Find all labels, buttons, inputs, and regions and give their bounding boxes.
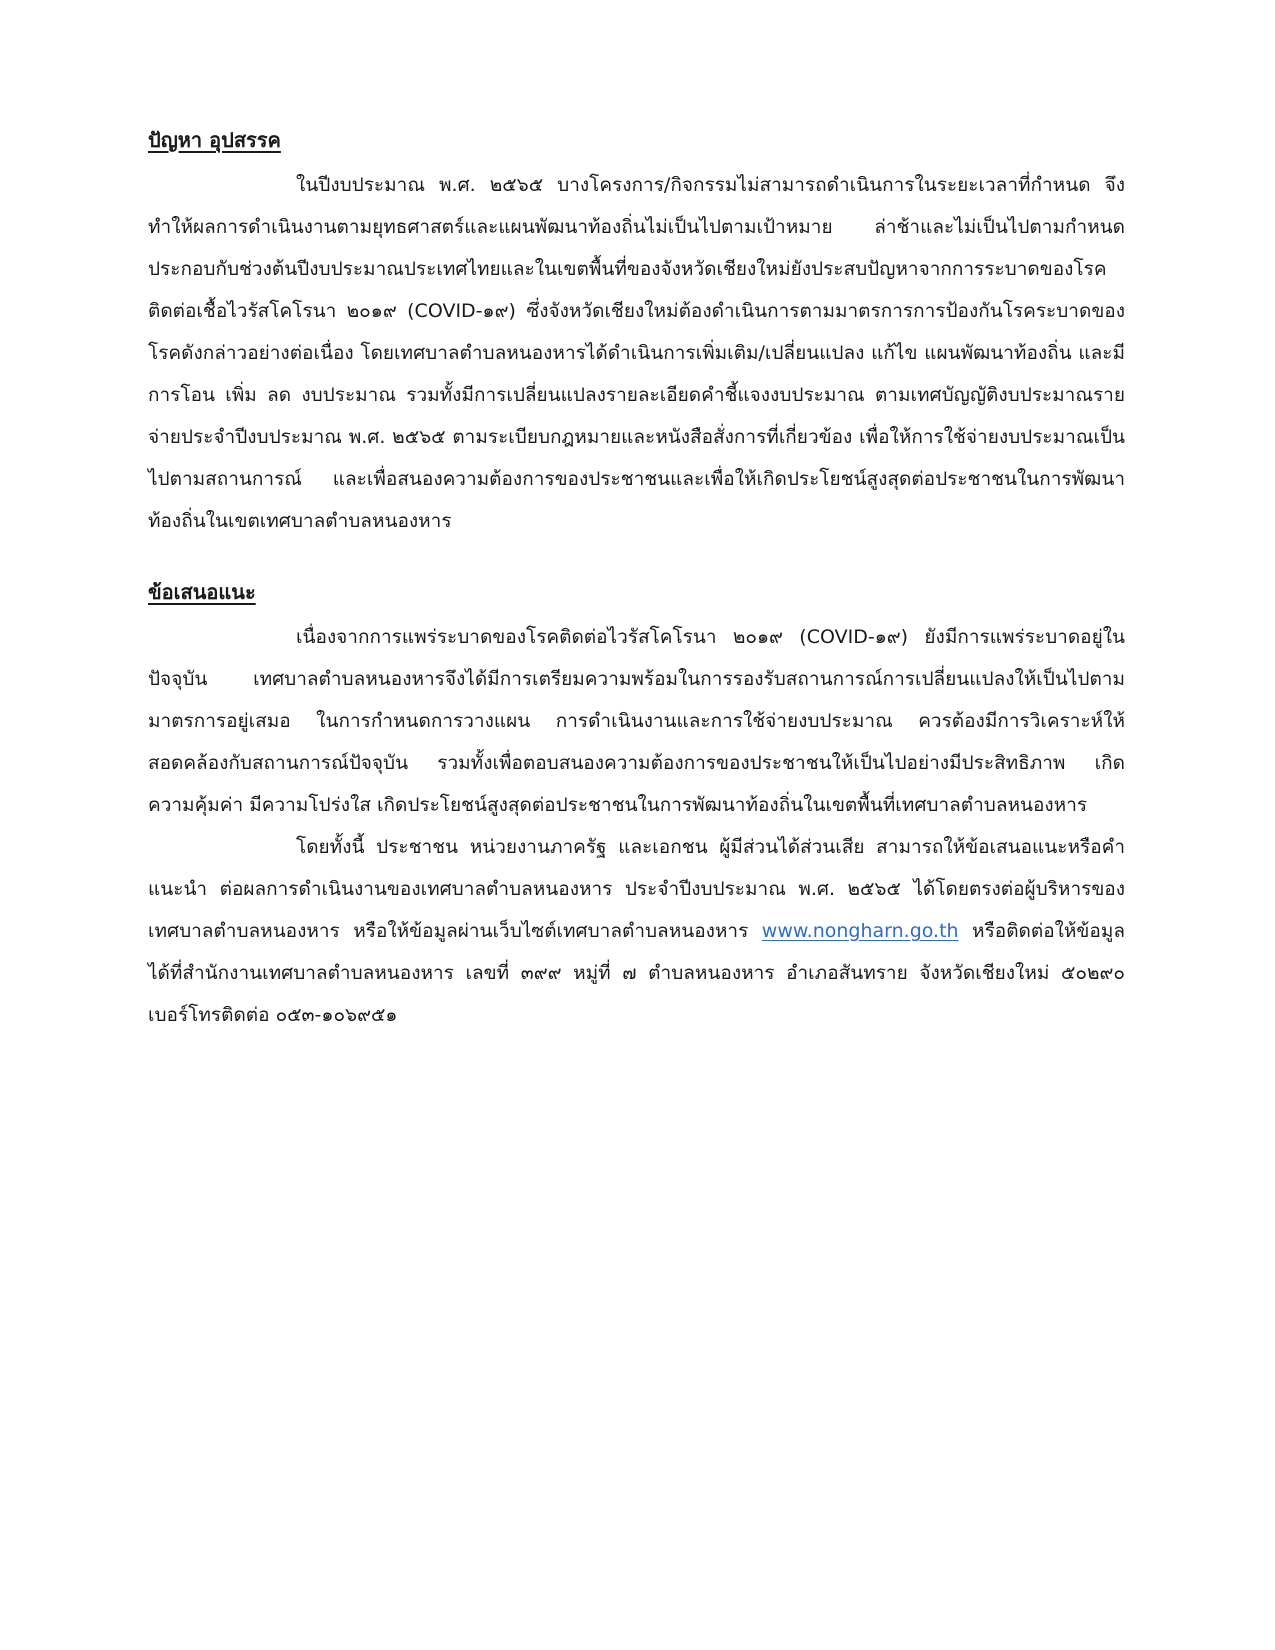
suggestions-paragraph-2-lead: โดยทั้งนี้ ประชาชน หน่วยงานภาครัฐ และเอกชน ผู้มีส่วนได้ส่วนเสีย สามารถให้ข้อเสนอแนะหรือคำแนะนำ ต่อผลการดำเนินงานของเทศบาลตำบลหนองหาร ประจำปีงบประมาณ พ.ศ. ๒๕๖๕ ได้โดยตรงต่อผู้บริหารของเทศบาลตำบลหนองหาร หรือให้ข้อมูลผ่านเว็บไซต์เทศบาลตำบลหนองหาร — [148, 836, 1125, 942]
problems-heading: ปัญหา อุปสรรค — [148, 128, 281, 152]
document-body — [148, 120, 1125, 1036]
suggestions-paragraph-2 — [148, 826, 1125, 1036]
suggestions-heading: ข้อเสนอแนะ — [148, 580, 256, 604]
suggestions-section — [148, 572, 1125, 1036]
problems-paragraph: ในปีงบประมาณ พ.ศ. ๒๕๖๕ บางโครงการ/กิจกรรมไม่สามารถดำเนินการในระยะเวลาที่กำหนด จึงทำให้ผลการดำเนินงานตามยุทธศาสตร์และแผนพัฒนาท้องถิ่นไม่เป็นไปตามเป้าหมาย ล่าช้าและไม่เป็นไปตามกำหนด ประกอบกับช่วงต้นปีงบประมาณประเทศไทยและในเขตพื้นที่ของจังหวัดเชียงใหม่ยังประสบปัญหาจากการระบาดของโรคติดต่อเชื้อไวรัสโคโรนา ๒๐๑๙ (COVID-๑๙) ซึ่งจังหวัดเชียงใหม่ต้องดำเนินการตามมาตรการการป้องกันโรคระบาดของโรคดังกล่าวอย่างต่อเนื่อง โดยเทศบาลตำบลหนองหารได้ดำเนินการเพิ่มเติม/เปลี่ยนแปลง แก้ไข แผนพัฒนาท้องถิ่น และมีการโอน เพิ่ม ลด งบประมาณ รวมทั้งมีการเปลี่ยนแปลงรายละเอียดคำชี้แจงงบประมาณ ตามเทศบัญญัติงบประมาณรายจ่ายประจำปีงบประมาณ พ.ศ. ๒๕๖๕ ตามระเบียบกฎหมายและหนังสือสั่งการที่เกี่ยวข้อง เพื่อให้การใช้จ่ายงบประมาณเป็นไปตามสถานการณ์ และเพื่อสนองความต้องการของประชาชนและเพื่อให้เกิดประโยชน์สูงสุดต่อประชาชนในการพัฒนาท้องถิ่นในเขตเทศบาลตำบลหนองหาร — [148, 174, 1125, 532]
website-link[interactable]: www.nongharn.go.th — [761, 920, 959, 942]
suggestions-paragraph-1: เนื่องจากการแพร่ระบาดของโรคติดต่อไวรัสโคโรนา ๒๐๑๙ (COVID-๑๙) ยังมีการแพร่ระบาดอยู่ในปัจจุบัน เทศบาลตำบลหนองหารจึงได้มีการเตรียมความพร้อมในการรองรับสถานการณ์การเปลี่ยนแปลงให้เป็นไปตามมาตรการอยู่เสมอ ในการกำหนดการวางแผน การดำเนินงานและการใช้จ่ายงบประมาณ ควรต้องมีการวิเคราะห์ให้สอดคล้องกับสถานการณ์ปัจจุบัน รวมทั้งเพื่อตอบสนองความต้องการของประชาชนให้เป็นไปอย่างมีประสิทธิภาพ เกิดความคุ้มค่า มีความโปร่งใส เกิดประโยชน์สูงสุดต่อประชาชนในการพัฒนาท้องถิ่นในเขตพื้นที่เทศบาลตำบลหนองหาร — [148, 626, 1125, 816]
suggestions-paragraph-2-tail: หรือติดต่อให้ข้อมูลได้ที่สำนักงานเทศบาลตำบลหนองหาร เลขที่ ๓๙๙ หมู่ที่ ๗ ตำบลหนองหาร อำเภอสันทราย จังหวัดเชียงใหม่ ๕๐๒๙๐ เบอร์โทรติดต่อ ๐๕๓-๑๐๖๙๕๑ — [148, 920, 1125, 1026]
problems-section — [148, 120, 1125, 542]
